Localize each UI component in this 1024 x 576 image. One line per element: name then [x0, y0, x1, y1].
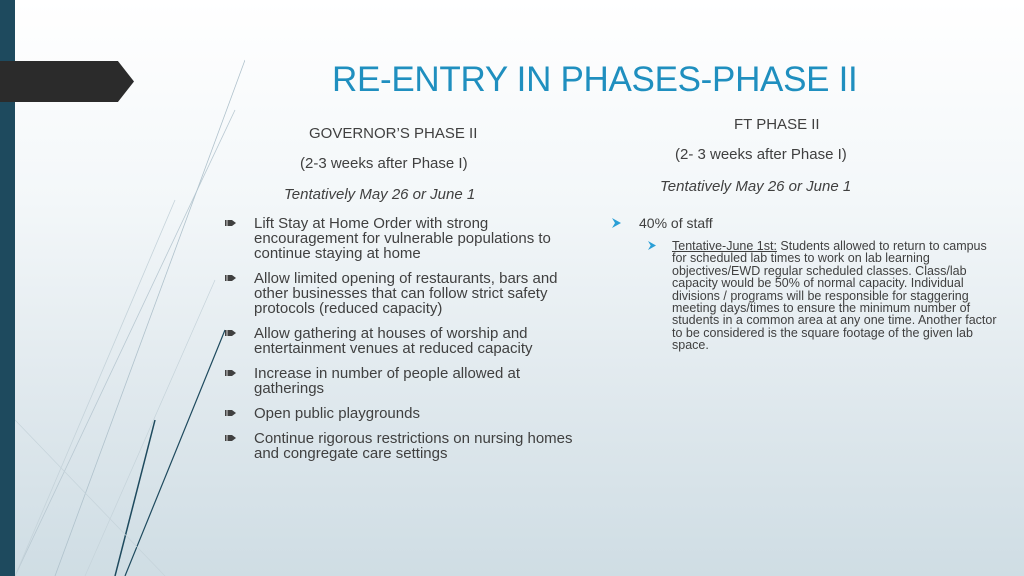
sub-item-text: Students allowed to return to campus for scheduled lab times to work on lab learning objectives/EWD regular scheduled classes. Class/lab capacity would be 50% of normal capacity. Individual divisions / programs will be responsible for staggering meeting days/times to ensure the minimum number of students in a common area at any one time. Another factor to be considered is the square footage of the given lab space.: [672, 239, 997, 353]
governor-date: Tentatively May 26 or June 1: [284, 186, 476, 203]
sub-list-item: [648, 240, 1002, 352]
title-tab-marker: [0, 61, 134, 102]
ft-bullet-list: [612, 215, 1012, 352]
bullet-text: Increase in number of people allowed at gatherings: [254, 365, 521, 397]
bullet-text: 40% of staff: [639, 215, 713, 231]
bullet-text: Allow gathering at houses of worship and entertainment venues at reduced capacity: [254, 325, 533, 357]
bullet-text: Continue rigorous restrictions on nursing homes and congregate care settings: [254, 430, 573, 462]
arrowhead-bullet-icon: [648, 241, 656, 250]
bullet-text: Allow limited opening of restaurants, bars and other businesses that can follow strict safety protocols (reduced capacity): [254, 270, 558, 317]
ft-heading: FT PHASE II: [734, 116, 820, 133]
arrowhead-bullet-icon: [612, 218, 621, 228]
list-item: [225, 366, 585, 396]
governor-bullet-list: [225, 216, 585, 471]
pencil-bullet-icon: [225, 219, 236, 227]
pencil-bullet-icon: [225, 274, 236, 282]
list-item: [612, 215, 1012, 231]
sub-item-label: Tentative-June 1st:: [672, 239, 777, 253]
slide-title: RE-ENTRY IN PHASES-PHASE II: [332, 60, 858, 99]
governor-timing: (2-3 weeks after Phase I): [300, 155, 468, 172]
pencil-bullet-icon: [225, 369, 236, 377]
pencil-bullet-icon: [225, 434, 236, 442]
bullet-text: Lift Stay at Home Order with strong encouragement for vulnerable populations to continue staying at home: [254, 215, 551, 262]
list-item: [225, 406, 585, 421]
ft-timing: (2- 3 weeks after Phase I): [675, 146, 847, 163]
ft-date: Tentatively May 26 or June 1: [660, 178, 852, 195]
bullet-text: Open public playgrounds: [254, 405, 420, 422]
governor-heading: GOVERNOR’S PHASE II: [309, 125, 478, 142]
list-item: [225, 326, 585, 356]
list-item: [225, 271, 585, 316]
pencil-bullet-icon: [225, 409, 236, 417]
list-item: [225, 216, 585, 261]
pencil-bullet-icon: [225, 329, 236, 337]
list-item: [225, 431, 585, 461]
